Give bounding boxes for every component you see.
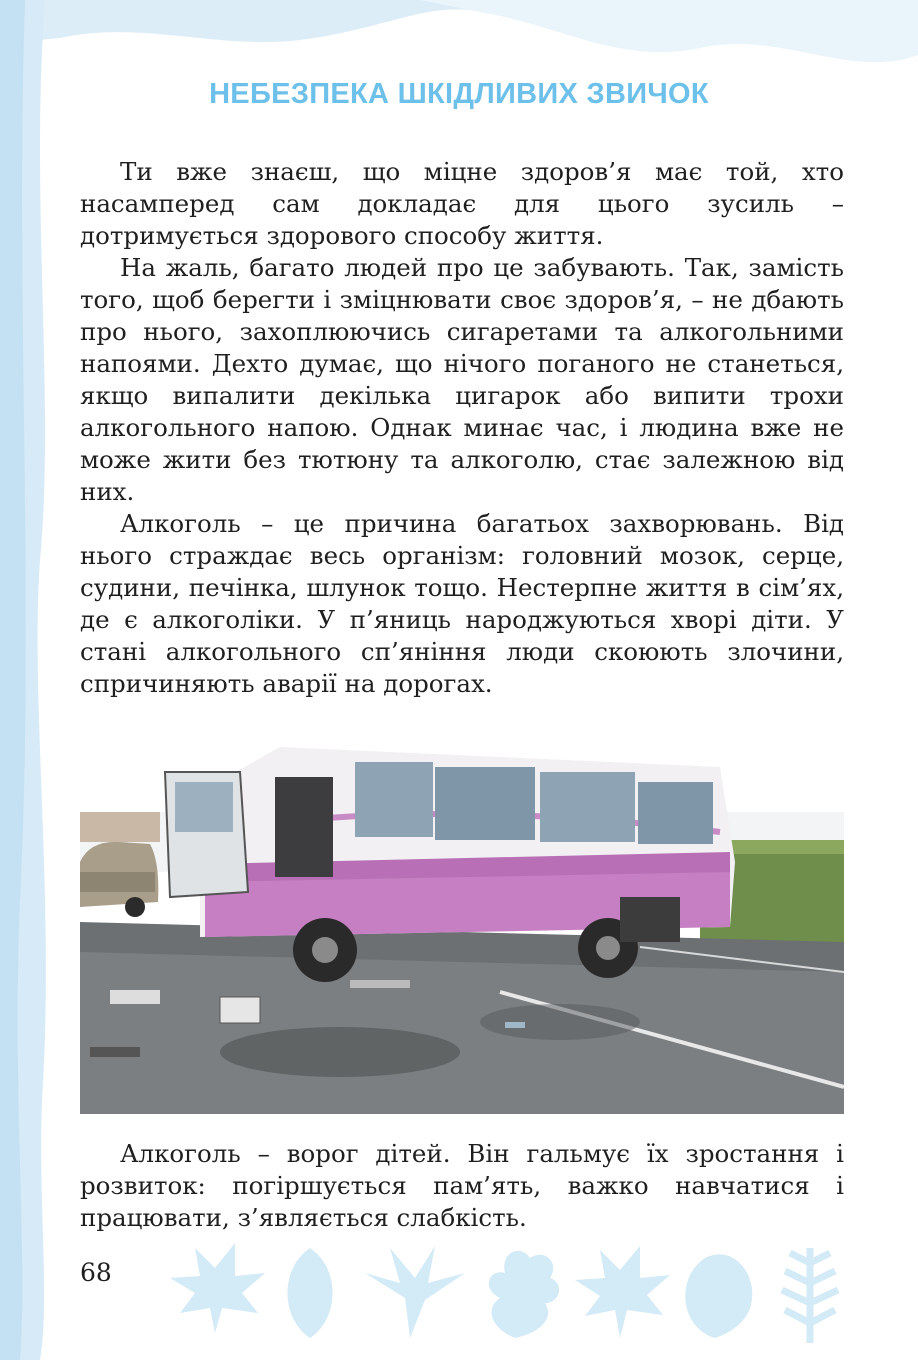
oval-leaf-icon — [288, 1248, 333, 1338]
paragraph-2: На жаль, багато людей про це забувають. Так, замість того, щоб берегти і зміцнювати своє здоров’я, – не дбають про нього, захоплюючись сигаретами та алкогольними напоями. Дехто думає, що нічого поганого не станеться, якщо випалити декілька цигарок або випити трохи алкогольного напою. Однак минає час, і людина вже не може жити без тютюну та алкоголю, стає залежною від них. — [80, 253, 844, 506]
paragraph-4: Алкоголь – ворог дітей. Він гальмує їх зростання і розвиток: погіршується пам’ять, важко навчатися і працювати, з’являється слабкість. — [80, 1139, 844, 1232]
chestnut-leaf-icon — [365, 1246, 465, 1338]
decorative-leaves — [160, 1238, 860, 1348]
paragraph-1: Ти вже знаєш, що міцне здоров’я має той, хто насамперед сам докладає для цього зусиль – дотримується здорового способу життя. — [80, 157, 844, 250]
paragraph-3: Алкоголь – це причина багатьох захворювань. Від нього страждає весь організм: головний мозок, серце, судини, печінка, шлунок тощо. Нестерпне життя в сім’ях, де є алкоголіки. У п’яниць народжуються хворі діти. У стані алкогольного сп’яніння люди скоюють злочини, спричиняють аварії на дорогах. — [80, 509, 844, 698]
round-leaf-icon — [685, 1254, 752, 1338]
page-title: НЕБЕЗПЕКА ШКІДЛИВИХ ЗВИЧОК — [209, 78, 709, 110]
maple-leaf-icon — [575, 1246, 670, 1338]
oak-leaf-icon — [489, 1251, 559, 1338]
bus-accident-photo — [80, 722, 844, 1114]
maple-leaf-icon — [170, 1243, 265, 1333]
fern-leaf-icon — [782, 1248, 838, 1343]
page-number: 68 — [80, 1258, 112, 1287]
